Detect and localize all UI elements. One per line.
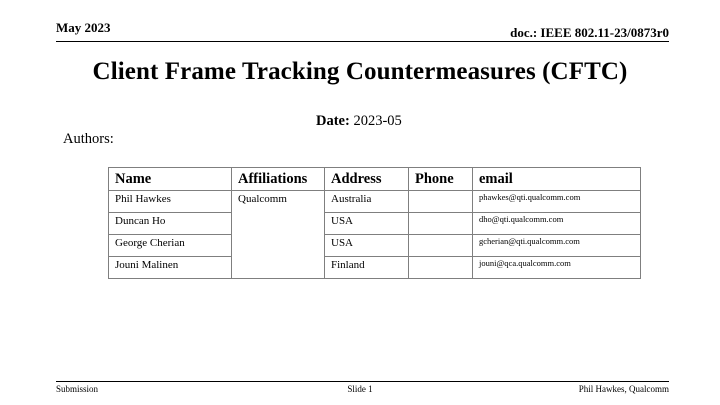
cell-email: jouni@qca.qualcomm.com bbox=[473, 257, 641, 279]
cell-name: George Cherian bbox=[109, 235, 232, 257]
date-label: Date: bbox=[316, 113, 350, 129]
footer-slide-number: Slide 1 bbox=[347, 384, 373, 394]
cell-name: Phil Hawkes bbox=[109, 191, 232, 213]
slide-title: Client Frame Tracking Countermeasures (CFTC) bbox=[92, 58, 628, 85]
column-header-affiliations: Affiliations bbox=[232, 168, 325, 191]
cell-affiliation bbox=[232, 257, 325, 279]
cell-phone bbox=[409, 191, 473, 213]
header-rule bbox=[56, 41, 669, 42]
header-doc-id: doc.: IEEE 802.11-23/0873r0 bbox=[510, 25, 669, 40]
footer-submission: Submission bbox=[56, 384, 99, 394]
authors-table bbox=[108, 167, 641, 279]
cell-address: Australia bbox=[325, 191, 409, 213]
cell-phone bbox=[409, 213, 473, 235]
cell-address: Finland bbox=[325, 257, 409, 279]
table-row bbox=[109, 191, 641, 213]
footer-author: Phil Hawkes, Qualcomm bbox=[578, 384, 669, 394]
date-line bbox=[316, 113, 402, 130]
table-row bbox=[109, 257, 641, 279]
table-row bbox=[109, 235, 641, 257]
table-row bbox=[109, 213, 641, 235]
cell-name: Jouni Malinen bbox=[109, 257, 232, 279]
footer-rule bbox=[56, 381, 669, 382]
cell-phone bbox=[409, 257, 473, 279]
column-header-address: Address bbox=[325, 168, 409, 191]
cell-email: phawkes@qti.qualcomm.com bbox=[473, 191, 641, 213]
column-header-name: Name bbox=[109, 168, 232, 191]
cell-affiliation: Qualcomm bbox=[232, 191, 325, 213]
column-header-email: email bbox=[473, 168, 641, 191]
date-value: 2023-05 bbox=[349, 113, 402, 129]
cell-email: gcherian@qti.qualcomm.com bbox=[473, 235, 641, 257]
cell-address: USA bbox=[325, 235, 409, 257]
header-date: May 2023 bbox=[56, 20, 111, 35]
cell-email: dho@qti.qualcomm.com bbox=[473, 213, 641, 235]
authors-label: Authors: bbox=[63, 131, 114, 147]
cell-name: Duncan Ho bbox=[109, 213, 232, 235]
column-header-phone: Phone bbox=[409, 168, 473, 191]
cell-address: USA bbox=[325, 213, 409, 235]
cell-affiliation bbox=[232, 213, 325, 235]
cell-affiliation bbox=[232, 235, 325, 257]
table-header-row bbox=[109, 168, 641, 191]
cell-phone bbox=[409, 235, 473, 257]
